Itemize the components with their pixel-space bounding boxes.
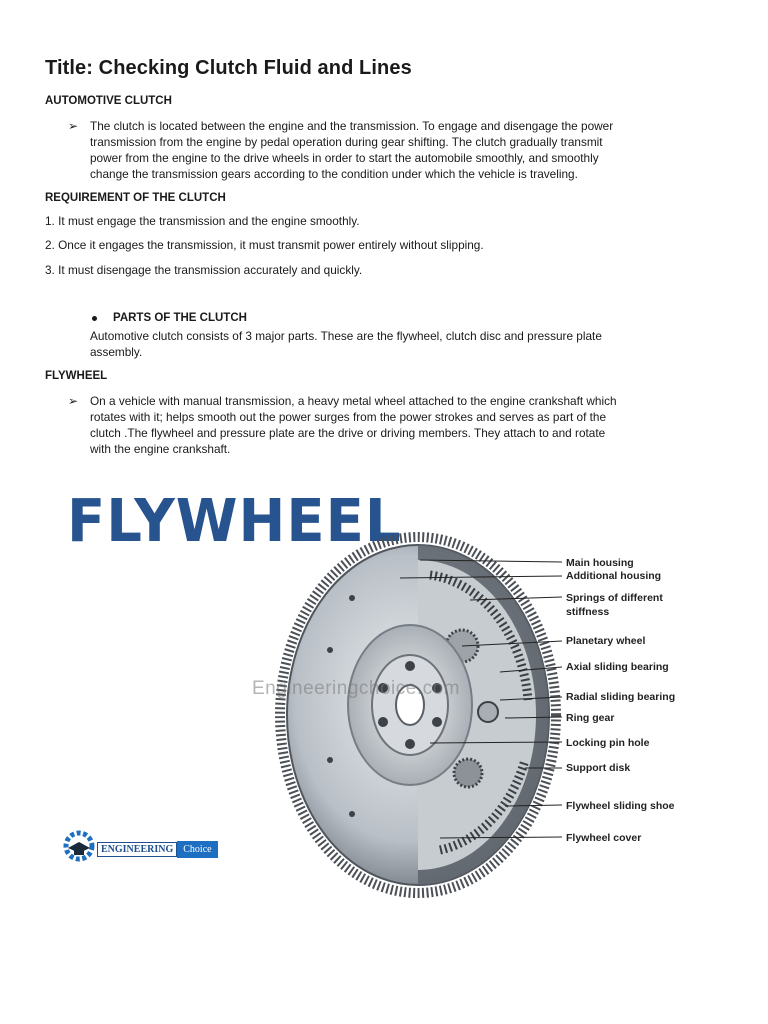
callout-label: Radial sliding bearing [566,691,676,703]
requirement-item: 3. It must disengage the transmission accurately and quickly. [45,263,363,277]
heading-flywheel: FLYWHEEL [45,370,108,382]
logo-word-engineering: ENGINEERING [97,842,177,857]
callout-label: stiffness [566,606,610,618]
logo-word-choice: Choice [177,841,217,858]
flywheel-banner: FLYWHEEL [67,487,402,556]
text-line: rotates with it; helps smooth out the power surges from the power strokes and serves as part of the [90,410,607,424]
callout-label: Flywheel sliding shoe [566,800,675,812]
text-line: transmission from the engine by pedal operation during gear shifting. The clutch gradually transmit [90,135,603,149]
callout-label: Flywheel cover [566,832,642,844]
requirement-item: 2. Once it engages the transmission, it must transmit power entirely without slipping. [45,238,484,252]
callout-label: Ring gear [566,712,615,724]
text-line: On a vehicle with manual transmission, a heavy metal wheel attached to the engine crankshaft which [90,394,617,408]
gear-graduation-cap-icon [62,828,96,864]
text-line: The clutch is located between the engine and the transmission. To engage and disengage the power [90,119,614,133]
text-line: change the transmission gears according to the condition under which the vehicle is traveling. [90,167,578,181]
callout-label: Springs of different [566,592,663,604]
page-title: Title: Checking Clutch Fluid and Lines [45,57,412,79]
callout-label: Main housing [566,557,634,569]
text-line: with the engine crankshaft. [90,442,231,456]
text-line: Automotive clutch consists of 3 major parts. These are the flywheel, clutch disc and pressure plate [90,329,602,343]
callout-label: Support disk [566,762,631,774]
text-line: power from the engine to the drive wheels in order to start the automobile smoothly, and smoothly [90,151,599,165]
text-line: clutch .The flywheel and pressure plate are the drive or driving members. They attach to and rotate [90,426,606,440]
arrow-bullet-icon: ➢ [68,394,79,408]
heading-automotive-clutch: AUTOMOTIVE CLUTCH [45,95,172,107]
arrow-bullet-icon: ➢ [68,119,79,133]
watermark-text: Engineeringchoice.com [252,678,461,699]
callout-label: Locking pin hole [566,737,650,749]
text-line: assembly. [90,345,143,359]
heading-parts: PARTS OF THE CLUTCH [113,312,247,324]
heading-requirement: REQUIREMENT OF THE CLUTCH [45,192,226,204]
callout-label: Additional housing [566,570,662,582]
engineering-choice-logo [97,840,218,858]
callout-label: Planetary wheel [566,635,646,647]
requirement-item: 1. It must engage the transmission and the engine smoothly. [45,214,360,228]
callout-label: Axial sliding bearing [566,661,669,673]
